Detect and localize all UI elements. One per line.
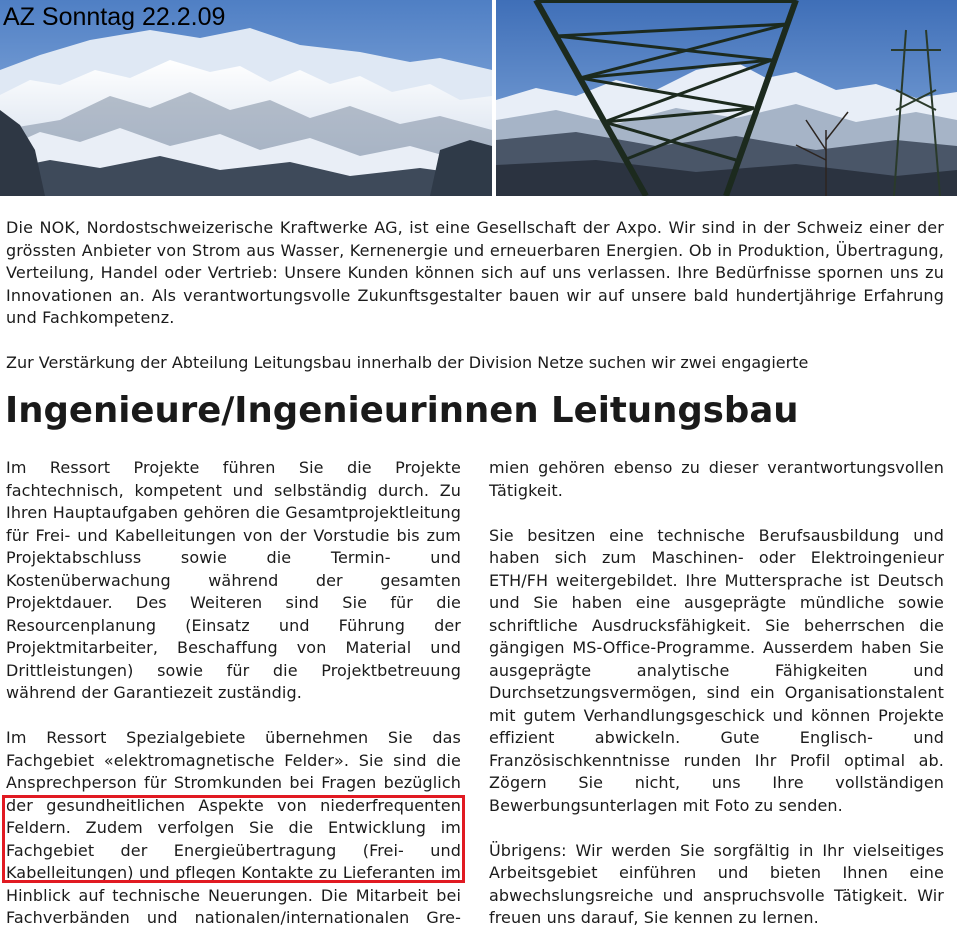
left-column bbox=[6, 457, 461, 930]
pylon-landscape-image bbox=[496, 0, 957, 196]
photo-power-pylon bbox=[496, 0, 957, 196]
header-photo-strip bbox=[0, 0, 957, 196]
paragraph-continuation: mien gehören ebenso zu dieser verantwortungsvollen Tätigkeit. bbox=[489, 458, 944, 500]
paragraph-projects: Im Ressort Projekte führen Sie die Projekte fachtechnisch, kompetent und selbständig durch. Zu Ihren Hauptaufgaben gehören die Gesamtprojektleitung für Frei- und Kabelleitungen von der Vorstudie bis zum Projektabschluss sowie die Termin- und Kostenüberwachung während der gesamten Projektdauer. Des Weiteren sind Sie für die Resourcenplanung (Einsatz und Führung der Projektmitarbeiter, Beschaffung von Material und Drittleistungen) sowie für die Projektbetreuung während der Garantiezeit zuständig. bbox=[6, 458, 461, 702]
photo-snowy-mountains bbox=[0, 0, 492, 196]
photo-caption: AZ Sonntag 22.2.09 bbox=[3, 3, 226, 31]
paragraph-requirements: Sie besitzen eine technische Berufsausbildung und haben sich zum Maschinen- oder Elektroingenieur ETH/FH weitergebildet. Ihre Muttersprache ist Deutsch und Sie haben eine ausgeprägte mündliche sowie schriftliche Ausdrucksfähigkeit. Sie beherrschen die gängigen MS-Office-Programme. Ausserdem haben Sie ausgeprägte analytische Fähigkeiten und Durchsetzungsvermögen, sind ein Organisationstalent mit gutem Verhandlungsgeschick und können Projekte effizient abwickeln. Gute Englisch- und Französischkenntnisse runden Ihr Profil optimal ab. Zögern Sie nicht, uns Ihre vollständigen Bewerbungsunterlagen mit Foto zu senden. bbox=[489, 525, 944, 815]
job-lead-sentence: Zur Verstärkung der Abteilung Leitungsbau innerhalb der Division Netze suchen wir zwei engagierte bbox=[6, 353, 809, 372]
paragraph-closing: Übrigens: Wir werden Sie sorgfältig in Ihr vielseitiges Arbeitsgebiet einführen und bieten Ihnen eine abwechslungsreiche und anspruchsvolle Tätigkeit. Wir freuen uns darauf, Sie kennen zu lernen. bbox=[489, 840, 944, 927]
paragraph-special-fields: Im Ressort Spezialgebiete übernehmen Sie das Fachgebiet «elektromagnetische Felder». Sie sind die Ansprechperson für Stromkunden bei Fragen bezüglich der gesundheitlichen Aspekte von niederfrequenten Feldern. Zudem verfolgen Sie die Entwicklung im Fachgebiet der Energieübertragung (Frei- und Kabelleitungen) und pflegen Kontakte zu Lieferanten im Hinblick auf technische Neuerungen. Die Mitarbeit bei Fachverbänden und nationalen/internationalen Gre- bbox=[6, 728, 461, 927]
company-intro: Die NOK, Nordostschweizerische Kraftwerke AG, ist eine Gesellschaft der Axpo. Wir sind in der Schweiz einer der grössten Anbieter von Strom aus Wasser, Kernenergie und erneuerbaren Energien. Ob in Produktion, Übertragung, Verteilung, Handel oder Vertrieb: Unsere Kunden können sich auf uns verlassen. Ihre Bedürfnisse spornen uns zu Innovationen an. Als verantwortungsvolle Zukunftsgestalter bauen wir auf unsere bald hundertjährige Erfahrung und Fachkompetenz. bbox=[6, 218, 944, 327]
right-column bbox=[489, 457, 944, 930]
job-title-headline: Ingenieure/Ingenieurinnen Leitungsbau bbox=[5, 390, 799, 431]
